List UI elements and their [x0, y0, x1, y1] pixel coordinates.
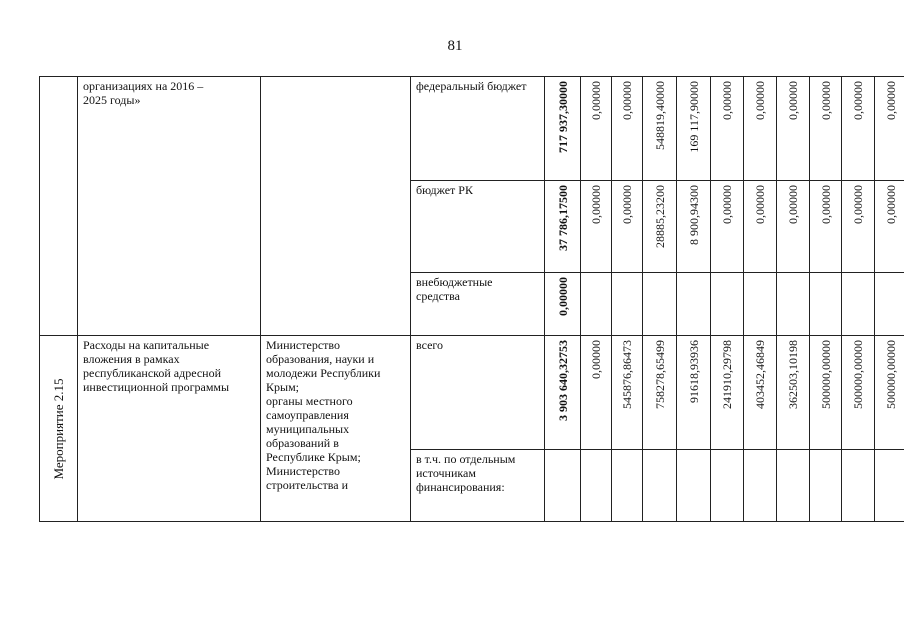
year-cell [711, 273, 744, 336]
year-cell [744, 181, 777, 273]
total-value: 717 937,30000 [555, 81, 570, 153]
year-cell [581, 77, 612, 181]
budget-table [39, 76, 904, 522]
measure-label-cell [40, 77, 78, 336]
year-value: 0,00000 [720, 81, 734, 120]
year-cell [875, 336, 904, 450]
source-label-text: бюджет РК [416, 183, 473, 197]
year-value: 241910,29798 [720, 340, 734, 409]
year-cell [744, 450, 777, 522]
year-value: 0,00000 [720, 185, 734, 224]
year-value: 0,00000 [851, 185, 865, 224]
executor-cell [261, 336, 411, 522]
year-cell [711, 450, 744, 522]
year-value: 758278,65499 [652, 340, 667, 409]
year-cell [677, 77, 711, 181]
year-cell [744, 77, 777, 181]
year-value: 0,00000 [589, 81, 603, 120]
year-value: 548819,40000 [652, 81, 667, 150]
year-value: 545876,86473 [620, 340, 634, 409]
source-label-text: федеральный бюджет [416, 79, 527, 93]
year-cell [875, 77, 904, 181]
year-cell [810, 77, 842, 181]
year-value: 403452,46849 [753, 340, 767, 409]
source-label [411, 273, 545, 336]
year-cell [875, 450, 904, 522]
year-cell [842, 450, 875, 522]
source-label-text: в т.ч. по отдельным источникам финансирования: [416, 452, 516, 494]
total-cell [545, 450, 581, 522]
year-value: 0,00000 [851, 81, 865, 120]
year-cell [581, 273, 612, 336]
total-value: 37 786,17500 [555, 185, 570, 251]
year-value: 0,00000 [884, 81, 898, 120]
year-cell [777, 450, 810, 522]
source-label-text: всего [416, 338, 444, 352]
year-value: 500000,00000 [884, 340, 898, 409]
total-value: 0,00000 [555, 277, 570, 316]
year-cell [612, 273, 643, 336]
program-name-cell [78, 77, 261, 336]
source-label [411, 336, 545, 450]
year-value: 28885,23200 [652, 185, 667, 248]
year-cell [643, 336, 677, 450]
year-value: 0,00000 [818, 81, 833, 120]
source-label [411, 450, 545, 522]
year-cell [777, 77, 810, 181]
year-cell [581, 181, 612, 273]
year-cell [875, 181, 904, 273]
year-value: 500000,00000 [818, 340, 833, 409]
year-cell [643, 450, 677, 522]
year-cell [810, 450, 842, 522]
executor-text: Министерство образования, науки и молодежи Республики Крым; органы местного самоуправления муниципальных образований в Республике Крым; Министерство строительства и [266, 338, 381, 492]
year-cell [842, 336, 875, 450]
source-label-text: внебюджетные средства [416, 275, 493, 303]
year-cell [744, 273, 777, 336]
measure-name: Расходы на капитальные вложения в рамках республиканской адресной инвестиционной программы [83, 338, 230, 394]
year-cell [677, 273, 711, 336]
year-cell [842, 77, 875, 181]
year-value: 169 117,90000 [686, 81, 701, 153]
total-cell [545, 77, 581, 181]
year-value: 0,00000 [753, 81, 767, 120]
year-cell [777, 181, 810, 273]
year-value: 0,00000 [620, 81, 634, 120]
program-name: организациях на 2016 – 2025 годы» [83, 79, 204, 107]
year-value: 8 900,94300 [686, 185, 701, 245]
page-number: 81 [447, 38, 463, 54]
table-row [40, 336, 904, 450]
source-label [411, 181, 545, 273]
year-value: 362503,10198 [786, 340, 800, 409]
year-cell [777, 336, 810, 450]
year-cell [677, 450, 711, 522]
measure-name-cell [78, 336, 261, 522]
table-row [40, 77, 904, 181]
year-cell [711, 77, 744, 181]
executor-cell [261, 77, 411, 336]
year-cell [643, 181, 677, 273]
year-value: 500000,00000 [851, 340, 865, 409]
source-label [411, 77, 545, 181]
year-cell [643, 77, 677, 181]
total-value: 3 903 640,32753 [555, 340, 570, 421]
year-value: 0,00000 [818, 185, 833, 224]
year-value: 0,00000 [884, 185, 898, 224]
year-cell [875, 273, 904, 336]
year-cell [711, 181, 744, 273]
year-value: 0,00000 [786, 185, 800, 224]
year-cell [581, 336, 612, 450]
year-cell [744, 336, 777, 450]
year-value: 91618,93936 [686, 340, 701, 403]
measure-label: Мероприятие 2.15 [50, 378, 66, 479]
year-cell [810, 336, 842, 450]
year-cell [677, 336, 711, 450]
year-value: 0,00000 [589, 340, 603, 379]
year-cell [711, 336, 744, 450]
year-cell [810, 273, 842, 336]
year-cell [612, 77, 643, 181]
year-value: 0,00000 [589, 185, 603, 224]
year-cell [777, 273, 810, 336]
total-cell [545, 273, 581, 336]
year-value: 0,00000 [753, 185, 767, 224]
total-cell [545, 181, 581, 273]
year-cell [810, 181, 842, 273]
year-cell [842, 181, 875, 273]
year-cell [612, 336, 643, 450]
year-value: 0,00000 [786, 81, 800, 120]
total-cell [545, 336, 581, 450]
measure-label-cell [40, 336, 78, 522]
year-cell [842, 273, 875, 336]
year-cell [677, 181, 711, 273]
year-cell [643, 273, 677, 336]
year-value: 0,00000 [620, 185, 634, 224]
year-cell [612, 450, 643, 522]
year-cell [612, 181, 643, 273]
year-cell [581, 450, 612, 522]
